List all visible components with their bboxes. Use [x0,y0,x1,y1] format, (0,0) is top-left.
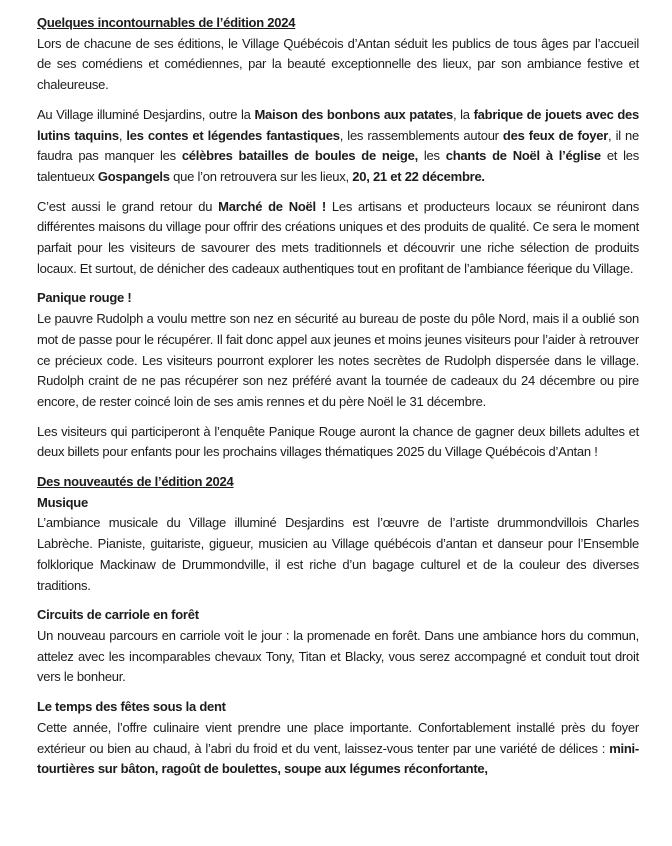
text-run: les contes et légendes fantastiques [126,127,340,143]
text-run: Les artisans et producteurs locaux se réuniront dans différentes maisons du village pour offrir des créations uniques et des produits de qualité. Ce sera le moment parfait pour les visiteurs de savourer des mets traditionnels et découvrir une riche sélection de produits locaux. Et surtout, de dénicher des cadeaux authentiques tout en profitant de l’ambiance féerique du Village. [37,198,639,276]
text-run: L’ambiance musicale du Village illuminé Desjardins est l’œuvre de l’artiste drummondvillois Charles Labrèche. Pianiste, guitariste, gigueur, musicien au Village québécois d’antan et danseur pour l’Ensemble folklorique Mackinaw de Drummondville, il est riche d’un bagage culturel et de la couleur des diverses traditions. [37,515,639,593]
text-run: chants de Noël à l’église [445,148,601,164]
text-run: que l’on retrouvera sur les lieux, [169,168,353,184]
text-run: Musique [37,494,88,510]
paragraph-activites [37,105,639,188]
text-run: Gospangels [97,168,170,184]
text-run: , [118,127,127,143]
text-run: des feux de foyer [502,127,609,143]
paragraph-carriole [37,626,639,688]
text-run: Maison des bonbons aux patates [254,106,454,122]
text-run: Marché de Noël ! [218,198,326,214]
text-run: C’est aussi le grand retour du [37,198,219,214]
text-run: , la [453,106,474,122]
text-run: Quelques incontournables de l’édition 2024 [37,15,296,30]
text-run: fabrique de jouets avec des lutins taquins [37,106,639,143]
text-run: Lors de chacune de ses éditions, le Village Québécois d’Antan séduit les publics de tous âges par l’accueil de ses comédiens et comédiennes, par la beauté exceptionnelle des lieux, par son ambiance festive et chaleureuse. [37,35,639,93]
paragraph-marche-noel [37,197,639,280]
text-run: et les talentueux [37,148,639,184]
paragraph-temps-des-fetes [37,718,639,780]
heading-temps-des-fetes [37,697,639,718]
text-run: Au Village illuminé Desjardins, outre la [37,106,255,122]
text-run: Cette année, l’offre culinaire vient prendre une place importante. Confortablement installé près du foyer extérieur ou bien au chaud, à l’abri du froid et du vent, laissez-vous tenter par une variété de délices : [37,719,639,756]
text-run: 20, 21 et 22 décembre. [352,168,485,184]
text-run: Des nouveautés de l’édition 2024 [37,474,234,490]
text-run: mini-tourtières sur bâton, ragoût de boulettes, soupe aux légumes réconfortante, [37,740,639,777]
text-run: Circuits de carriole en forêt [37,607,199,623]
paragraph-panique-rouge [37,309,639,413]
text-run: , il ne faudra pas manquer les [37,127,639,164]
text-run: célèbres batailles de boules de neige, [181,148,418,164]
paragraph-intro [37,34,639,96]
heading-musique [37,493,639,514]
text-run: les [417,148,446,164]
text-run: Un nouveau parcours en carriole voit le jour : la promenade en forêt. Dans une ambiance hors du commun, attelez avec les incomparables chevaux Tony, Titan et Blacky, vous serez accompagné et conduit tout droit vers le bonheur. [37,627,639,685]
heading-carriole [37,605,639,626]
text-run: Le temps des fêtes sous la dent [37,699,226,715]
text-run: Les visiteurs qui participeront à l’enquête Panique Rouge auront la chance de gagner deux billets adultes et deux billets pour enfants pour les prochains villages thématiques 2025 du Village Québécois d’Antan ! [37,423,639,460]
text-run: Le pauvre Rudolph a voulu mettre son nez en sécurité au bureau de poste du pôle Nord, mais il a oublié son mot de passe pour le récupérer. Il fait donc appel aux jeunes et moins jeunes visiteurs pour l’aider à retrouver ce précieux code. Les visiteurs pourront explorer les notes secrètes de Rudolph dispersée dans le village. Rudolph craint de ne pas récupérer son nez préféré avant la tournée de cadeaux du 24 décembre ou pire encore, de rester coincé loin de ses amis rennes et du père Noël le 31 décembre. [37,311,639,409]
text-run: , les rassemblements autour [339,127,503,143]
text-run: Panique rouge ! [37,290,132,306]
paragraph-musique [37,513,639,596]
heading-incontournables [37,13,639,34]
heading-nouveautes [37,472,639,493]
paragraph-concours [37,422,639,463]
heading-panique-rouge [37,288,639,309]
